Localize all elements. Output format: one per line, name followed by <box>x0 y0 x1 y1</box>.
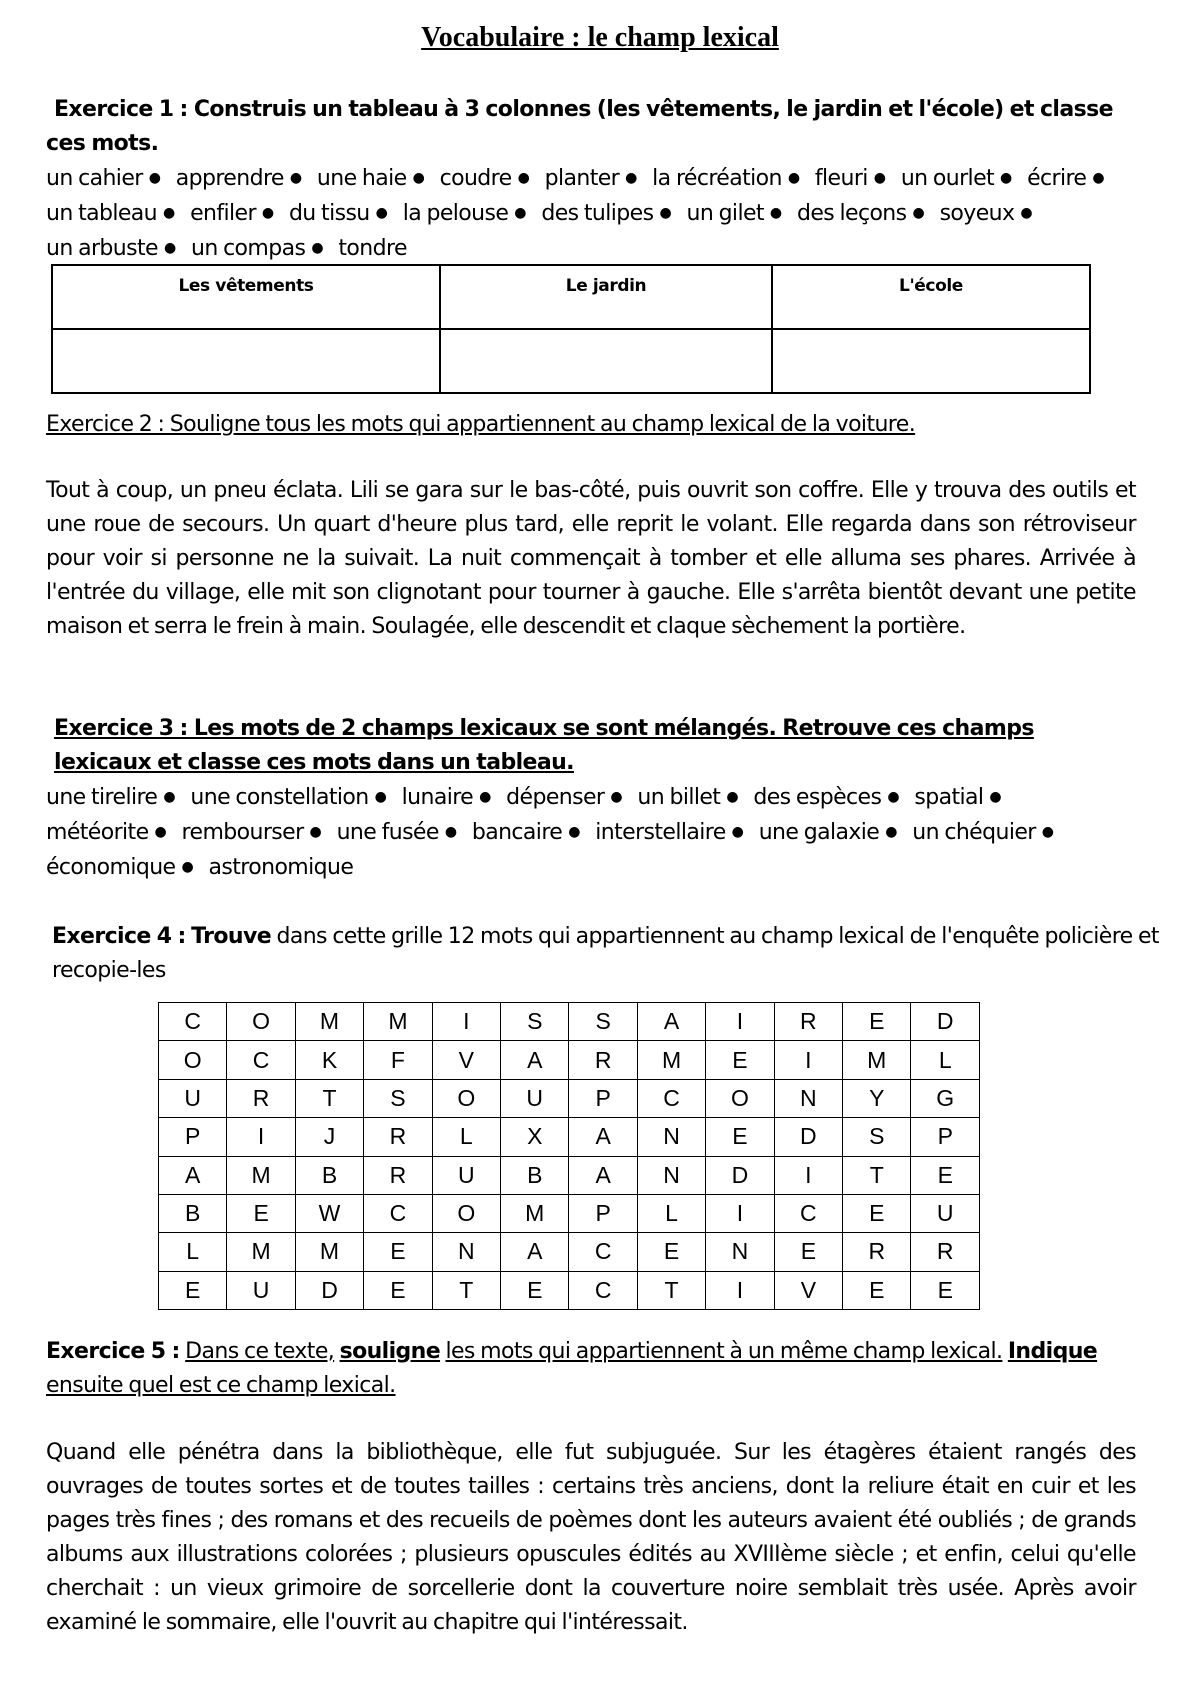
bullet-separator: ● <box>1092 170 1104 186</box>
exercise-1-text: Construis un tableau à 3 colonnes (les vêtements, le jardin et l'école) et classe ces mots. <box>46 97 1113 156</box>
bullet-separator: ● <box>148 170 161 186</box>
exercise-2-instruction: Exercice 2 : Souligne tous les mots qui appartiennent au champ lexical de la voiture. <box>46 412 916 437</box>
bullet-separator: ● <box>181 859 194 875</box>
bullet-separator: ● <box>625 170 637 186</box>
grid-cell[interactable]: U <box>432 1156 500 1194</box>
grid-cell[interactable]: E <box>364 1271 432 1309</box>
exercise-4-label: Exercice 4 : <box>52 924 186 949</box>
grid-cell[interactable]: R <box>843 1233 911 1271</box>
grid-cell[interactable]: C <box>364 1194 432 1232</box>
exercise-4-verb: Trouve <box>191 924 272 949</box>
answer-cell-vetements[interactable] <box>52 329 440 393</box>
grid-cell[interactable]: A <box>501 1041 569 1079</box>
grid-cell[interactable]: R <box>774 1003 842 1041</box>
bullet-separator: ● <box>374 789 387 805</box>
word-search-grid <box>158 1002 980 1310</box>
grid-cell[interactable]: T <box>843 1156 911 1194</box>
exercise-5-text: Quand elle pénétra dans la bibliothèque, elle fut subjuguée. Sur les étagères étaient rangés des ouvrages de toutes sortes et de toutes tailles : certains très anciens, dont la reliure était en cuir et les pages très fines ; des romans et des recueils de poèmes dont les auteurs avaient été oubliés ; de grands albums aux illustrations colorées ; plusieurs opuscules édités au XVIIIème siècle ; et enfin, celui qu'elle cherchait : un vieux grimoire de sorcellerie dont la couverture noire semblait très usée. Après avoir examiné le sommaire, elle l'ouvrit au chapitre qui l'intéressait. <box>46 1440 1136 1635</box>
grid-cell[interactable]: O <box>159 1041 227 1079</box>
exercise-1-word-list <box>46 161 1136 266</box>
bullet-separator: ● <box>610 789 622 805</box>
grid-cell[interactable]: L <box>911 1041 980 1079</box>
ex1-word: des tulipes <box>541 201 654 226</box>
grid-cell[interactable]: E <box>911 1271 980 1309</box>
grid-row <box>159 1271 980 1309</box>
grid-cell[interactable]: U <box>501 1079 569 1117</box>
ex1-word: un compas <box>190 236 306 261</box>
grid-cell[interactable]: A <box>501 1233 569 1271</box>
grid-row <box>159 1194 980 1232</box>
grid-cell[interactable]: K <box>295 1041 363 1079</box>
ex3-word: un billet <box>637 785 721 810</box>
ex1-word: un cahier <box>46 166 143 191</box>
ex3-word: une constellation <box>190 785 369 810</box>
bullet-separator: ● <box>568 824 580 840</box>
bullet-separator: ● <box>887 789 899 805</box>
grid-cell[interactable]: R <box>227 1079 295 1117</box>
exercise-5-verb-2: Indique <box>1007 1339 1098 1364</box>
grid-cell[interactable]: M <box>227 1156 295 1194</box>
grid-cell[interactable]: A <box>159 1156 227 1194</box>
grid-cell[interactable]: O <box>432 1194 500 1232</box>
bullet-separator: ● <box>479 789 491 805</box>
bullet-separator: ● <box>1041 824 1054 840</box>
grid-cell[interactable]: E <box>501 1271 569 1309</box>
bullet-separator: ● <box>163 789 175 805</box>
bullet-separator: ● <box>514 205 526 221</box>
ex1-word: un tableau <box>46 201 158 226</box>
grid-cell[interactable]: E <box>843 1194 911 1232</box>
ex1-word: enfiler <box>190 201 256 226</box>
grid-cell[interactable]: T <box>432 1271 500 1309</box>
ex1-word: soyeux <box>939 201 1015 226</box>
grid-cell[interactable]: N <box>637 1156 705 1194</box>
exercise-2-text: Tout à coup, un pneu éclata. Lili se gara sur le bas-côté, puis ouvrit son coffre. Elle y trouva des outils et une roue de secours. Un quart d'heure plus tard, elle reprit le volant. Elle regarda dans son rétroviseur pour voir si personne ne la suivait. La nuit commençait à tomber et elle alluma ses phares. Arrivée à l'entrée du village, elle mit son clignotant pour tourner à gauche. Elle s'arrêta bientôt devant une petite maison et serra le frein à main. Soulagée, elle descendit et claque sèchement la portière. <box>46 478 1136 639</box>
exercise-4-text: dans cette grille 12 mots qui appartiennent au champ lexical de l'enquête policière et recopie-les <box>52 924 1159 983</box>
ex3-word: des espèces <box>753 785 882 810</box>
bullet-separator: ● <box>517 170 530 186</box>
exercise-5-text-3: ensuite quel est ce champ lexical. <box>46 1373 396 1398</box>
answer-cell-jardin[interactable] <box>440 329 772 393</box>
grid-cell[interactable]: A <box>569 1156 637 1194</box>
ex3-word: rembourser <box>181 820 304 845</box>
ex3-word: spatial <box>914 785 984 810</box>
exercise-4-instruction <box>52 920 1176 988</box>
grid-cell[interactable]: N <box>432 1233 500 1271</box>
grid-cell[interactable]: A <box>569 1118 637 1156</box>
bullet-separator: ● <box>154 824 167 840</box>
exercise-5-text-2: les mots qui appartiennent à un même champ lexical. <box>445 1339 1003 1364</box>
bullet-separator: ● <box>873 170 886 186</box>
exercise-5-text-1: Dans ce texte, <box>185 1339 335 1364</box>
grid-row <box>159 1118 980 1156</box>
grid-cell[interactable]: S <box>843 1118 911 1156</box>
ex3-word: économique <box>46 855 176 880</box>
grid-cell[interactable]: R <box>911 1233 980 1271</box>
grid-cell[interactable]: E <box>227 1194 295 1232</box>
exercise-1-table <box>51 264 1091 394</box>
grid-row <box>159 1156 980 1194</box>
page-title: Vocabulaire : le champ lexical <box>421 22 779 53</box>
ex3-word: dépenser <box>506 785 605 810</box>
bullet-separator: ● <box>989 789 1002 805</box>
grid-cell[interactable]: L <box>637 1194 705 1232</box>
grid-cell[interactable]: R <box>364 1118 432 1156</box>
bullet-separator: ● <box>885 824 897 840</box>
ex1-word: la récréation <box>652 166 782 191</box>
column-header-jardin: Le jardin <box>440 265 772 329</box>
grid-cell[interactable]: U <box>911 1194 980 1232</box>
bullet-separator: ● <box>787 170 800 186</box>
grid-cell[interactable]: I <box>227 1118 295 1156</box>
grid-cell[interactable]: P <box>569 1194 637 1232</box>
bullet-separator: ● <box>726 789 738 805</box>
grid-cell[interactable]: I <box>706 1194 774 1232</box>
ex1-word: coudre <box>439 166 512 191</box>
grid-cell[interactable]: I <box>774 1041 842 1079</box>
grid-cell[interactable]: X <box>501 1118 569 1156</box>
grid-cell[interactable]: I <box>706 1271 774 1309</box>
ex3-word: météorite <box>46 820 149 845</box>
grid-cell[interactable]: Y <box>843 1079 911 1117</box>
grid-cell[interactable]: N <box>706 1233 774 1271</box>
grid-cell[interactable]: B <box>159 1194 227 1232</box>
ex3-word: une galaxie <box>758 820 880 845</box>
answer-cell-ecole[interactable] <box>772 329 1090 393</box>
grid-cell[interactable]: S <box>569 1003 637 1041</box>
exercise-5-verb-1: souligne <box>339 1339 441 1364</box>
bullet-separator: ● <box>261 205 274 221</box>
grid-cell[interactable]: R <box>364 1156 432 1194</box>
grid-cell[interactable]: R <box>569 1041 637 1079</box>
grid-cell[interactable]: D <box>706 1156 774 1194</box>
grid-cell[interactable]: M <box>364 1003 432 1041</box>
bullet-separator: ● <box>163 240 176 256</box>
grid-cell[interactable]: C <box>159 1003 227 1041</box>
bullet-separator: ● <box>375 205 388 221</box>
grid-cell[interactable]: I <box>706 1003 774 1041</box>
grid-cell[interactable]: O <box>227 1003 295 1041</box>
grid-cell[interactable]: P <box>159 1118 227 1156</box>
bullet-separator: ● <box>659 205 672 221</box>
bullet-separator: ● <box>309 824 322 840</box>
ex1-word: la pelouse <box>402 201 509 226</box>
grid-cell[interactable]: G <box>911 1079 980 1117</box>
grid-cell[interactable]: V <box>774 1271 842 1309</box>
ex3-word: bancaire <box>471 820 563 845</box>
bullet-separator: ● <box>1000 170 1012 186</box>
ex1-word: une haie <box>316 166 407 191</box>
bullet-separator: ● <box>1020 205 1033 221</box>
grid-cell[interactable]: T <box>295 1079 363 1117</box>
ex1-word: un arbuste <box>46 236 158 261</box>
grid-cell[interactable]: C <box>637 1079 705 1117</box>
grid-cell[interactable]: U <box>159 1079 227 1117</box>
ex1-word: planter <box>544 166 620 191</box>
grid-cell[interactable]: E <box>843 1271 911 1309</box>
ex1-word: fleuri <box>814 166 868 191</box>
grid-cell[interactable]: M <box>227 1233 295 1271</box>
bullet-separator: ● <box>769 205 782 221</box>
grid-cell[interactable]: E <box>706 1118 774 1156</box>
grid-cell[interactable]: A <box>637 1003 705 1041</box>
grid-cell[interactable]: J <box>295 1118 363 1156</box>
grid-cell[interactable]: O <box>432 1079 500 1117</box>
grid-cell[interactable]: M <box>295 1003 363 1041</box>
bullet-separator: ● <box>289 170 302 186</box>
column-header-ecole: L'école <box>772 265 1090 329</box>
exercise-1-instruction <box>46 93 1136 161</box>
grid-cell[interactable]: D <box>295 1271 363 1309</box>
grid-cell[interactable]: N <box>637 1118 705 1156</box>
grid-cell[interactable]: S <box>364 1079 432 1117</box>
grid-cell[interactable]: E <box>843 1003 911 1041</box>
grid-cell[interactable]: D <box>911 1003 980 1041</box>
exercise-5-label: Exercice 5 : <box>46 1339 180 1364</box>
ex1-word: un ourlet <box>900 166 995 191</box>
grid-cell[interactable]: E <box>637 1233 705 1271</box>
grid-cell[interactable]: B <box>295 1156 363 1194</box>
ex3-word: un chéquier <box>912 820 1036 845</box>
bullet-separator: ● <box>912 205 925 221</box>
ex3-word: lunaire <box>401 785 474 810</box>
grid-cell[interactable]: O <box>706 1079 774 1117</box>
bullet-separator: ● <box>311 240 323 256</box>
ex3-word: astronomique <box>208 855 354 880</box>
grid-cell[interactable]: N <box>774 1079 842 1117</box>
column-header-vetements: Les vêtements <box>52 265 440 329</box>
grid-cell[interactable]: M <box>637 1041 705 1079</box>
grid-cell[interactable]: E <box>364 1233 432 1271</box>
ex1-word: apprendre <box>175 166 284 191</box>
bullet-separator: ● <box>412 170 425 186</box>
grid-cell[interactable]: M <box>501 1194 569 1232</box>
ex3-word: une fusée <box>336 820 439 845</box>
bullet-separator: ● <box>163 205 175 221</box>
grid-cell[interactable]: C <box>569 1233 637 1271</box>
grid-cell[interactable]: T <box>637 1271 705 1309</box>
ex3-word: une tirelire <box>46 785 158 810</box>
grid-cell[interactable]: D <box>774 1118 842 1156</box>
grid-row <box>159 1003 980 1041</box>
grid-cell[interactable]: M <box>295 1233 363 1271</box>
ex1-word: du tissu <box>288 201 370 226</box>
grid-cell[interactable]: E <box>159 1271 227 1309</box>
grid-cell[interactable]: P <box>911 1118 980 1156</box>
bullet-separator: ● <box>731 824 744 840</box>
grid-cell[interactable]: C <box>569 1271 637 1309</box>
ex1-word: un gilet <box>686 201 764 226</box>
grid-cell[interactable]: M <box>843 1041 911 1079</box>
grid-cell[interactable]: I <box>432 1003 500 1041</box>
grid-cell[interactable]: V <box>432 1041 500 1079</box>
grid-cell[interactable]: S <box>501 1003 569 1041</box>
grid-row <box>159 1233 980 1271</box>
grid-cell[interactable]: F <box>364 1041 432 1079</box>
exercise-3-instruction: Exercice 3 : Les mots de 2 champs lexicaux se sont mélangés. Retrouve ces champs lexicaux et classe ces mots dans un tableau. <box>54 716 1034 775</box>
grid-cell[interactable]: L <box>159 1233 227 1271</box>
ex1-word: des leçons <box>796 201 907 226</box>
grid-cell[interactable]: B <box>501 1156 569 1194</box>
grid-cell[interactable]: L <box>432 1118 500 1156</box>
grid-cell[interactable]: C <box>227 1041 295 1079</box>
grid-cell[interactable]: E <box>706 1041 774 1079</box>
exercise-3-word-list <box>46 780 1136 885</box>
exercise-5-instruction <box>46 1335 1136 1403</box>
grid-cell[interactable]: C <box>774 1194 842 1232</box>
grid-cell[interactable]: I <box>774 1156 842 1194</box>
grid-cell[interactable]: E <box>774 1233 842 1271</box>
exercise-1-label: Exercice 1 : <box>54 97 188 122</box>
grid-cell[interactable]: U <box>227 1271 295 1309</box>
grid-cell[interactable]: E <box>911 1156 980 1194</box>
grid-row <box>159 1079 980 1117</box>
grid-row <box>159 1041 980 1079</box>
ex1-word: tondre <box>338 236 407 261</box>
grid-cell[interactable]: P <box>569 1079 637 1117</box>
grid-cell[interactable]: W <box>295 1194 363 1232</box>
ex3-word: interstellaire <box>595 820 726 845</box>
ex1-word: écrire <box>1027 166 1087 191</box>
bullet-separator: ● <box>444 824 457 840</box>
